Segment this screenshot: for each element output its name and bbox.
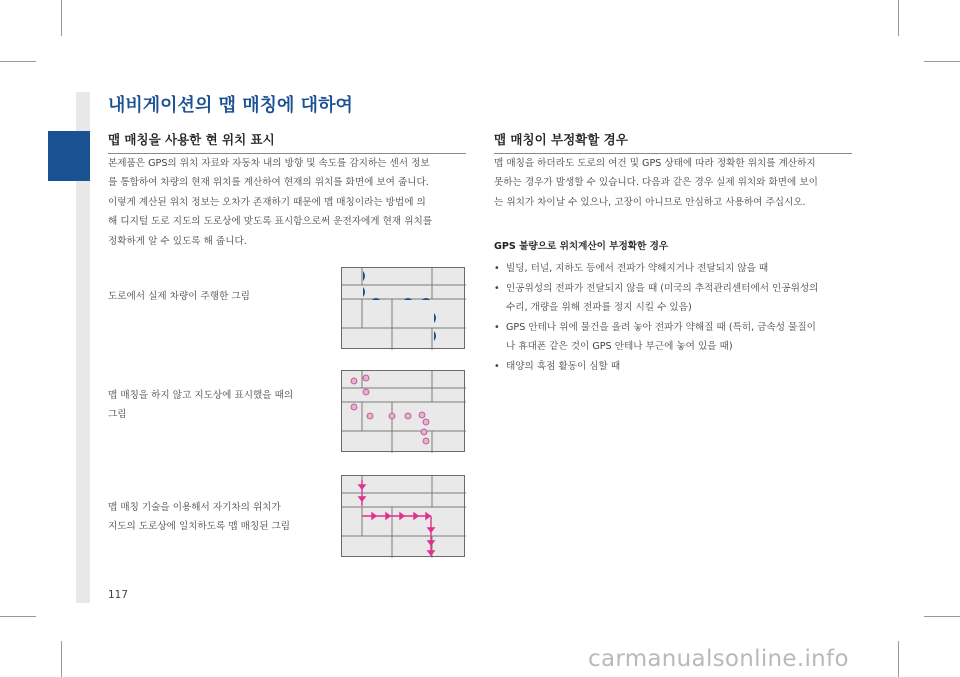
crop-mark	[0, 616, 36, 617]
list-item	[494, 357, 854, 377]
caption-line: 도로에서 실제 차량이 주행한 그림	[108, 291, 250, 302]
text-line: 이렇게 계산된 위치 정보는 오차가 존재하기 때문에 맵 매칭이라는 방법에 의	[108, 196, 426, 208]
matched-arrows-map-icon	[341, 475, 465, 557]
figure-caption	[108, 498, 308, 536]
crop-mark	[924, 616, 960, 617]
bullet-marker: •	[494, 282, 500, 294]
crop-mark	[0, 61, 36, 62]
caption-line: 지도의 도로상에 일치하도록 맵 매칭된 그림	[108, 521, 291, 532]
bullet-marker: •	[494, 360, 500, 372]
chapter-tab	[48, 131, 90, 181]
list-item	[494, 259, 854, 279]
page-number: 117	[108, 589, 129, 601]
gps-subheading: GPS 불량으로 위치계산이 부정확한 경우	[494, 241, 669, 252]
watermark-text: carmanualsonline.info	[588, 646, 849, 672]
right-paragraph	[494, 154, 852, 212]
map-graphic	[342, 371, 466, 453]
crop-mark	[924, 61, 960, 62]
bullet-line: 빌딩, 터널, 지하도 등에서 전파가 약해지거나 전달되지 않을 때	[506, 263, 769, 274]
text-line: 는 위치가 차이날 수 있으나, 고장이 아니므로 안심하고 사용하여 주십시오.	[494, 196, 806, 208]
list-item	[494, 318, 854, 357]
bullet-line: GPS 안테나 위에 물건을 올려 놓아 전파가 약해질 때 (특히, 금속성 물질이	[506, 321, 816, 333]
map-graphic	[342, 476, 466, 558]
bullet-line: 나 휴대폰 같은 것이 GPS 안테나 부근에 놓여 있을 때)	[506, 341, 733, 353]
bullet-line: 인공위성의 전파가 전달되지 않을 때 (미국의 추적관리센터에서 인공위성의	[506, 282, 819, 294]
text-line: 해 디지털 도로 지도의 도로상에 맞도록 표시함으로써 운전자에게 현재 위치를	[108, 216, 433, 228]
list-item	[494, 279, 854, 318]
crop-mark	[898, 641, 899, 677]
bullet-marker: •	[494, 263, 500, 274]
text-line: 를 통합하여 차량의 현재 위치를 계산하여 현재의 위치를 화면에 보여 줍니다.	[108, 177, 429, 189]
unmatched-points-map-icon	[341, 370, 465, 452]
text-line: 맵 매칭을 하더라도 도로의 여건 및 GPS 상태에 따라 정확한 위치를 계산하지	[494, 158, 816, 169]
crop-mark	[61, 0, 62, 36]
bullet-line: 태양의 흑점 활동이 심할 때	[506, 360, 621, 372]
left-paragraph	[108, 154, 466, 251]
left-section-heading: 맵 매칭을 사용한 현 위치 표시	[108, 130, 466, 154]
figure-caption	[108, 386, 308, 424]
actual-path-map-icon	[341, 267, 465, 349]
text-line: 본제품은 GPS의 위치 자료와 자동차 내의 방향 및 속도를 감지하는 센서 정보	[108, 158, 430, 169]
figure-caption	[108, 287, 308, 306]
caption-line: 맵 매칭을 하지 않고 지도상에 표시했을 때의	[108, 390, 294, 401]
crop-mark	[898, 0, 899, 36]
bullet-marker: •	[494, 321, 500, 333]
caption-line: 맵 매칭 기술을 이용해서 자기차의 위치가	[108, 502, 281, 513]
bullet-line: 수리, 개량을 위해 전파를 정지 시킬 수 있음)	[506, 302, 692, 314]
bullet-list	[494, 259, 854, 377]
map-graphic	[342, 268, 466, 350]
page-title: 내비게이션의 맵 매칭에 대하여	[108, 95, 353, 116]
crop-mark	[61, 641, 62, 677]
text-line: 못하는 경우가 발생할 수 있습니다. 다음과 같은 경우 실제 위치와 화면에 보이	[494, 177, 818, 189]
right-section-heading: 맵 매칭이 부정확할 경우	[494, 130, 852, 154]
caption-line: 그림	[108, 409, 127, 420]
text-line: 정확하게 알 수 있도록 해 줍니다.	[108, 235, 247, 247]
